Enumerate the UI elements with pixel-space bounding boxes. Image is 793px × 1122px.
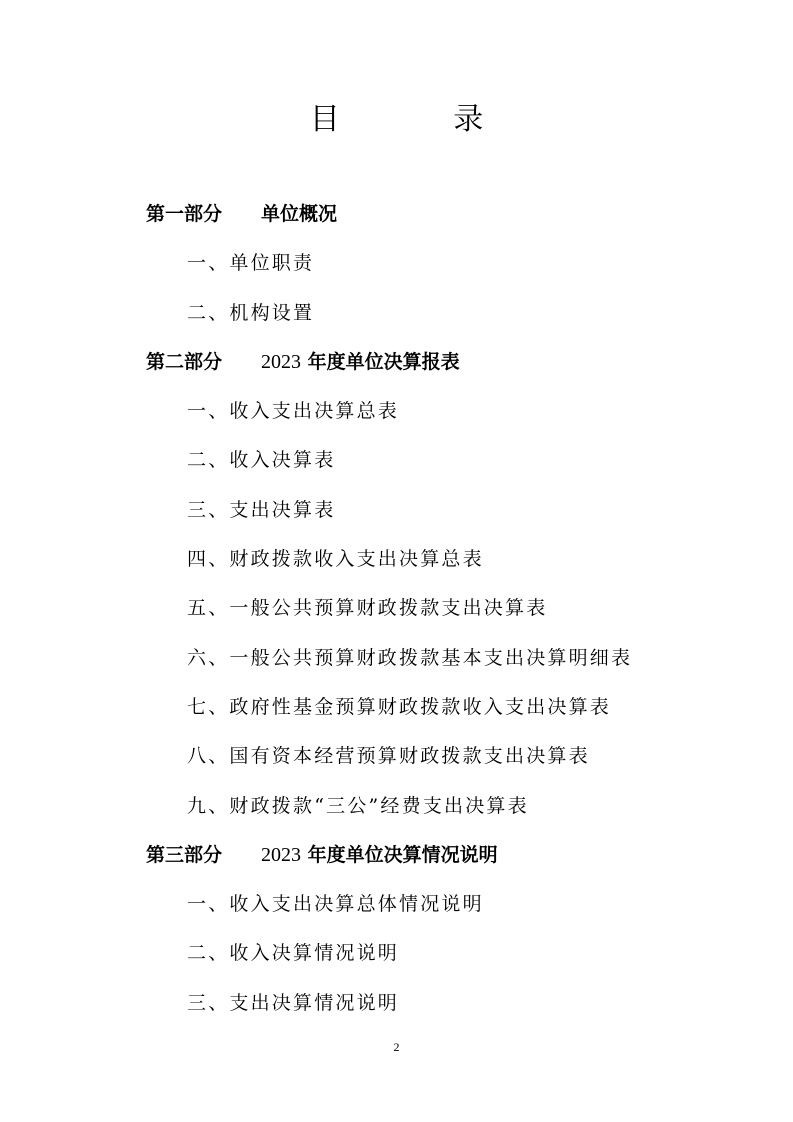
toc-entry[interactable]: 一、收入支出决算总表 — [187, 400, 400, 423]
toc-entry[interactable]: 二、收入决算情况说明 — [187, 942, 400, 965]
toc-part-1-heading[interactable] — [0, 196, 793, 245]
toc-entry[interactable]: 二、机构设置 — [187, 301, 315, 324]
part-title: 年度单位决算报表 — [307, 350, 460, 373]
toc-entry[interactable]: 六、一般公共预算财政拨款基本支出决算明细表 — [187, 646, 633, 669]
part-title: 年度单位决算情况说明 — [307, 843, 498, 866]
toc-entry[interactable]: 三、支出决算情况说明 — [187, 991, 400, 1014]
toc-part-2-heading[interactable] — [0, 344, 793, 393]
part-label: 第一部分 — [146, 203, 223, 225]
page-title: 目 录 — [309, 102, 536, 137]
toc-entry[interactable]: 二、收入决算表 — [187, 449, 336, 472]
part-title: 单位概况 — [261, 203, 338, 225]
toc-entry[interactable]: 一、收入支出决算总体情况说明 — [187, 893, 484, 916]
toc-entry[interactable]: 七、政府性基金预算财政拨款收入支出决算表 — [187, 695, 612, 718]
toc-entry[interactable]: 一、单位职责 — [187, 252, 315, 275]
toc-part-3-heading[interactable] — [0, 837, 793, 886]
table-of-contents — [0, 196, 793, 1034]
toc-entry[interactable]: 九、财政拨款“三公”经费支出决算表 — [187, 794, 529, 817]
part-label: 第三部分 — [146, 843, 223, 866]
page-number: 2 — [393, 1040, 400, 1054]
part-year: 2023 — [261, 843, 301, 866]
toc-entry[interactable]: 四、财政拨款收入支出决算总表 — [187, 548, 484, 571]
toc-entry[interactable]: 三、支出决算表 — [187, 498, 336, 521]
toc-entry[interactable]: 八、国有资本经营预算财政拨款支出决算表 — [187, 745, 590, 768]
part-label: 第二部分 — [146, 350, 223, 373]
part-year: 2023 — [261, 350, 301, 373]
toc-entry[interactable]: 五、一般公共预算财政拨款支出决算表 — [187, 597, 548, 620]
